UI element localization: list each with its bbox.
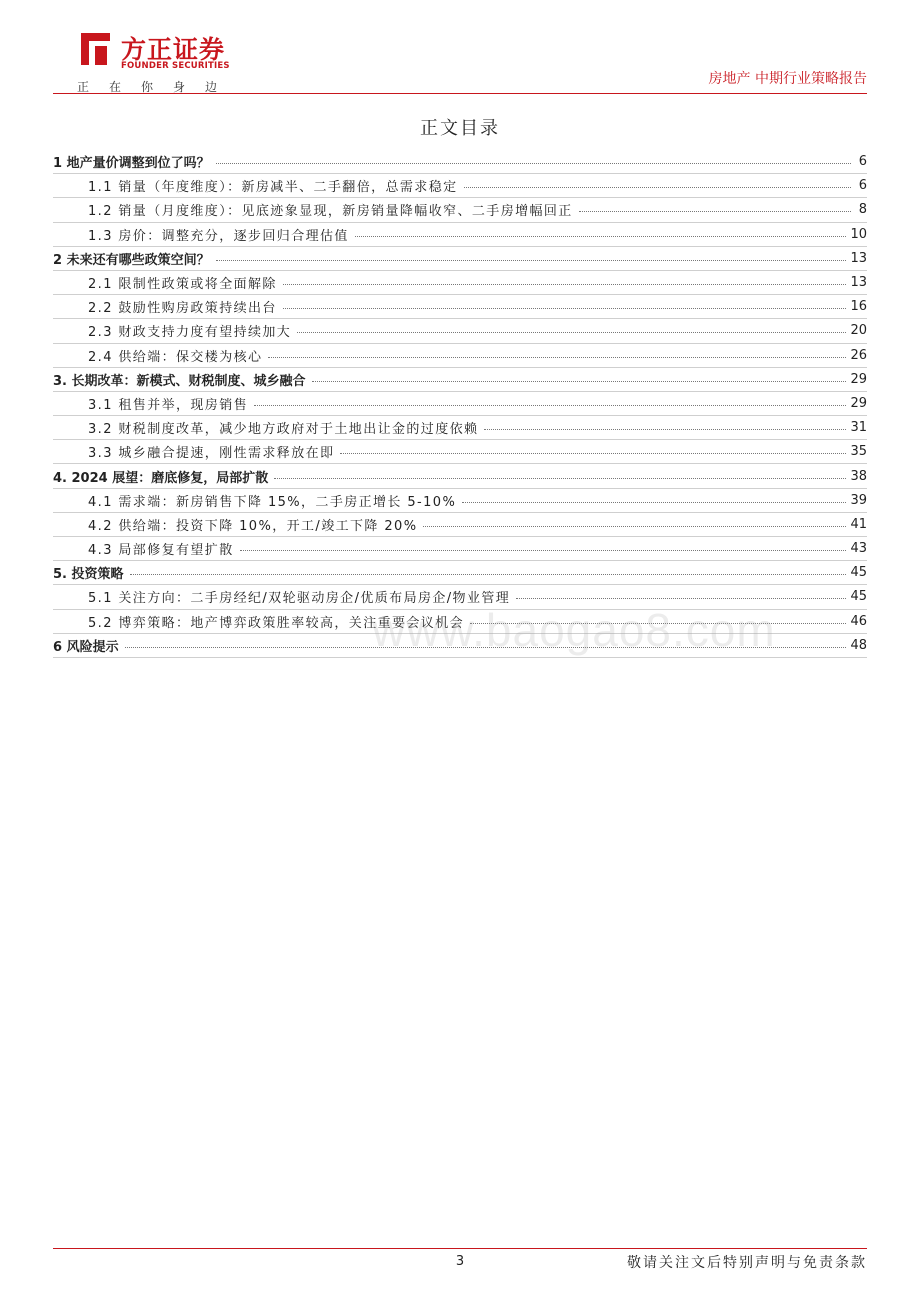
toc-page-number: 20 bbox=[850, 323, 867, 339]
toc-section-link[interactable] bbox=[53, 610, 867, 634]
toc-section-link[interactable] bbox=[53, 344, 867, 368]
toc-dot-leader bbox=[355, 236, 847, 237]
logo-tagline: 正在你身边 bbox=[77, 80, 238, 94]
toc-entry-title: 1 地产量价调整到位了吗？ bbox=[53, 156, 210, 172]
toc-entry-title: 1.3 房价：调整充分，逐步回归合理估值 bbox=[88, 228, 349, 244]
toc-section-link[interactable] bbox=[53, 319, 867, 343]
toc-page-number: 29 bbox=[850, 395, 867, 411]
toc-entry-title: 3.3 城乡融合提速，刚性需求释放在即 bbox=[88, 446, 335, 462]
logo-cn-name: 方正证券 bbox=[121, 35, 226, 64]
toc-dot-leader bbox=[130, 574, 847, 575]
toc-dot-leader bbox=[579, 211, 851, 212]
toc-chapter-link[interactable] bbox=[53, 247, 867, 271]
founder-logo-icon bbox=[73, 30, 115, 70]
toc-title: 正文目录 bbox=[420, 118, 500, 139]
toc-page-number: 43 bbox=[850, 541, 867, 557]
toc-page-number: 16 bbox=[850, 299, 867, 315]
toc-page-number: 46 bbox=[850, 613, 867, 629]
toc-chapter-link[interactable] bbox=[53, 634, 867, 658]
toc-section-link[interactable] bbox=[53, 416, 867, 440]
toc-chapter-link[interactable] bbox=[53, 561, 867, 585]
toc-dot-leader bbox=[216, 260, 847, 261]
toc-section-link[interactable] bbox=[53, 537, 867, 561]
toc-entry-title: 4.1 需求端：新房销售下降 15%，二手房正增长 5-10% bbox=[88, 494, 457, 510]
toc-entry-title: 2 未来还有哪些政策空间？ bbox=[53, 252, 210, 268]
toc-section-link[interactable] bbox=[53, 271, 867, 295]
page-number: 3 bbox=[455, 1254, 465, 1269]
toc-page-number: 45 bbox=[850, 589, 867, 605]
toc-dot-leader bbox=[274, 478, 846, 479]
toc-dot-leader bbox=[283, 308, 847, 309]
toc-page-number: 6 bbox=[858, 154, 867, 170]
toc-dot-leader bbox=[462, 502, 846, 503]
report-type-label: 房地产 中期行业策略报告 bbox=[708, 71, 867, 87]
toc-page-number: 8 bbox=[858, 202, 867, 218]
toc-dot-leader bbox=[283, 284, 847, 285]
toc-entry-title: 5.1 关注方向：二手房经纪/双轮驱动房企/优质布局房企/物业管理 bbox=[88, 591, 511, 607]
toc-entry-title: 3.2 财税制度改革，减少地方政府对于土地出让金的过度依赖 bbox=[88, 422, 479, 438]
toc-section-link[interactable] bbox=[53, 198, 867, 222]
toc-page-number: 13 bbox=[850, 250, 867, 266]
toc-page-number: 10 bbox=[850, 226, 867, 242]
toc-chapter-link[interactable] bbox=[53, 464, 867, 488]
footer-disclaimer: 敬请关注文后特别声明与免责条款 bbox=[627, 1255, 867, 1271]
toc-section-link[interactable] bbox=[53, 440, 867, 464]
toc-entry-title: 4.2 供给端：投资下降 10%，开工/竣工下降 20% bbox=[88, 518, 418, 534]
toc-dot-leader bbox=[484, 429, 846, 430]
toc-page-number: 6 bbox=[858, 178, 867, 194]
toc-chapter-link[interactable] bbox=[53, 368, 867, 392]
toc-entry-title: 5.2 博弈策略：地产博弈政策胜率较高，关注重要会议机会 bbox=[88, 615, 465, 631]
watermark: www.baogao8.com bbox=[372, 604, 776, 656]
toc-page-number: 29 bbox=[850, 371, 867, 387]
toc-entry-title: 3.1 租售并举，现房销售 bbox=[88, 397, 249, 413]
page-header bbox=[0, 0, 920, 100]
toc-dot-leader bbox=[254, 405, 846, 406]
toc-entry-title: 2.4 供给端：保交楼为核心 bbox=[88, 349, 263, 365]
header-divider bbox=[53, 93, 867, 94]
toc-entry-title: 1.1 销量（年度维度）：新房减半、二手翻倍，总需求稳定 bbox=[88, 180, 458, 196]
toc-page-number: 26 bbox=[850, 347, 867, 363]
logo-en-name: FOUNDER SECURITIES bbox=[121, 61, 230, 71]
toc-dot-leader bbox=[268, 357, 846, 358]
toc-page-number: 45 bbox=[850, 565, 867, 581]
toc-dot-leader bbox=[423, 526, 846, 527]
toc-entry-title: 1.2 销量（月度维度）：见底迹象显现，新房销量降幅收窄、二手房增幅回正 bbox=[88, 204, 573, 220]
toc-entry-title: 4. 2024 展望：磨底修复，局部扩散 bbox=[53, 470, 269, 486]
table-of-contents bbox=[53, 150, 867, 658]
toc-entry-title: 4.3 局部修复有望扩散 bbox=[88, 543, 234, 559]
toc-page-number: 41 bbox=[850, 516, 867, 532]
toc-page-number: 35 bbox=[850, 444, 867, 460]
toc-chapter-link[interactable] bbox=[53, 150, 867, 174]
toc-dot-leader bbox=[125, 647, 847, 648]
toc-section-link[interactable] bbox=[53, 295, 867, 319]
toc-section-link[interactable] bbox=[53, 223, 867, 247]
toc-dot-leader bbox=[312, 381, 847, 382]
toc-entry-title: 2.1 限制性政策或将全面解除 bbox=[88, 277, 277, 293]
toc-dot-leader bbox=[297, 332, 846, 333]
toc-dot-leader bbox=[340, 453, 846, 454]
toc-entry-title: 6 风险提示 bbox=[53, 639, 119, 655]
toc-section-link[interactable] bbox=[53, 489, 867, 513]
toc-page-number: 31 bbox=[850, 420, 867, 436]
footer-divider bbox=[53, 1248, 867, 1249]
toc-section-link[interactable] bbox=[53, 585, 867, 609]
toc-dot-leader bbox=[240, 550, 847, 551]
toc-page-number: 39 bbox=[850, 492, 867, 508]
toc-dot-leader bbox=[216, 163, 851, 164]
toc-entry-title: 2.2 鼓励性购房政策持续出台 bbox=[88, 301, 277, 317]
toc-entry-title: 2.3 财政支持力度有望持续加大 bbox=[88, 325, 292, 341]
toc-section-link[interactable] bbox=[53, 513, 867, 537]
toc-dot-leader bbox=[516, 598, 846, 599]
toc-page-number: 38 bbox=[850, 468, 867, 484]
toc-entry-title: 3. 长期改革：新模式、财税制度、城乡融合 bbox=[53, 373, 306, 389]
toc-entry-title: 5. 投资策略 bbox=[53, 567, 124, 583]
toc-dot-leader bbox=[464, 187, 851, 188]
toc-section-link[interactable] bbox=[53, 174, 867, 198]
toc-dot-leader bbox=[470, 623, 846, 624]
toc-page-number: 48 bbox=[850, 637, 867, 653]
toc-section-link[interactable] bbox=[53, 392, 867, 416]
toc-page-number: 13 bbox=[850, 275, 867, 291]
